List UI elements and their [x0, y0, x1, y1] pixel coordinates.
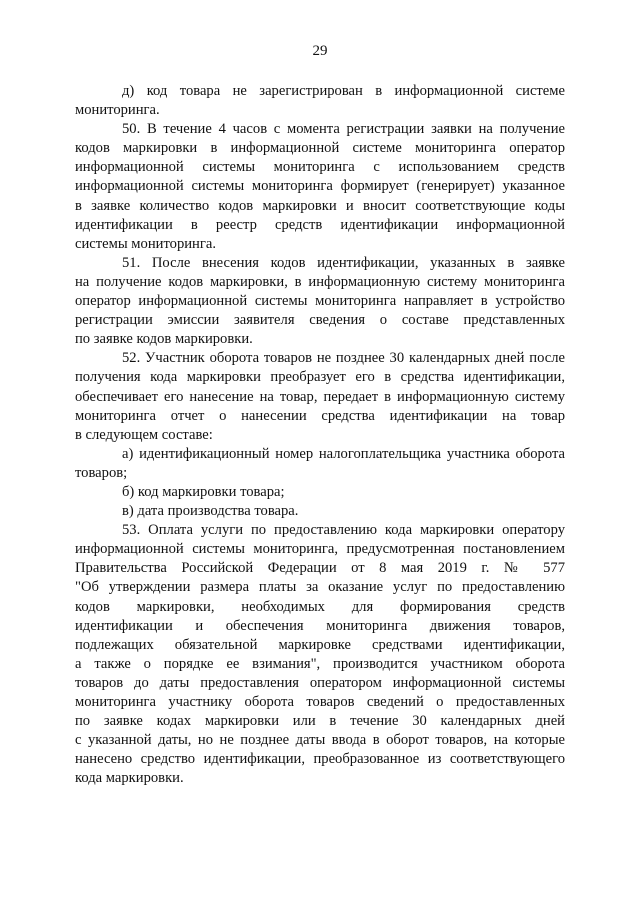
text-line: д) код товара не зарегистрирован в информационной системе — [122, 83, 565, 99]
page-number: 29 — [312, 43, 328, 59]
text-line: нанесено средство идентификации, преобразованное из соответствующего — [75, 751, 565, 768]
text-line: идентификации и обеспечения мониторинга движения товаров, — [75, 617, 565, 634]
text-line: 50. В течение 4 часов с момента регистрации заявки на получение — [122, 121, 565, 138]
text-line: 53. Оплата услуги по предоставлению кода маркировки оператору — [122, 522, 565, 539]
text-line: информационной системы мониторинга, предусмотренная постановлением — [75, 541, 565, 558]
document-body — [75, 82, 565, 788]
text-line: мониторинга отчет о нанесении средства идентификации на товар — [75, 407, 565, 424]
text-line: 52. Участник оборота товаров не позднее 30 календарных дней после — [122, 350, 565, 367]
text-line: обеспечивает его нанесение на товар, передает в информационную систему — [75, 388, 565, 405]
text-line: оператор информационной системы мониторинга направляет в устройство — [75, 293, 565, 310]
text-line: на получение кодов маркировки, в информационную систему мониторинга — [75, 273, 565, 290]
text-line: системы мониторинга. — [75, 235, 216, 252]
text-line: товаров; — [75, 464, 128, 481]
text-line: б) код маркировки товара; — [122, 483, 285, 500]
text-line: идентификации в реестр средств идентификации информационной — [75, 216, 565, 233]
text-line: в следующем составе: — [75, 426, 213, 443]
text-line: 51. После внесения кодов идентификации, указанных в заявке — [122, 254, 565, 271]
text-line: товаров до даты предоставления оператором информационной системы — [75, 674, 565, 691]
text-line: мониторинга участнику оборота товаров сведений о предоставленных — [75, 694, 565, 710]
text-line: получения кода маркировки преобразует его в средства идентификации, — [75, 369, 565, 386]
text-line: информационной системы мониторинга формирует (генерирует) указанное — [75, 178, 565, 195]
text-line: "Об утверждении размера платы за оказание услуг по предоставлению — [75, 579, 565, 596]
text-line: с указанной даты, но не позднее даты ввода в оборот товаров, на которые — [75, 732, 565, 749]
text-line: мониторинга. — [75, 102, 160, 119]
text-line: кода маркировки. — [75, 770, 184, 787]
text-line: по заявке кодов маркировки. — [75, 331, 253, 348]
text-line: по заявке кодах маркировки или в течение 30 календарных дней — [75, 713, 565, 730]
text-line: в заявке количество кодов маркировки и вносит соответствующие коды — [75, 197, 565, 214]
text-line: регистрации эмиссии заявителя сведения о составе представленных — [75, 312, 565, 329]
text-line: кодов маркировки, необходимых для формирования средств — [75, 598, 565, 615]
text-line: а также о порядке ее взимания", производится участником оборота — [75, 655, 565, 672]
text-line: а) идентификационный номер налогоплательщика участника оборота — [122, 445, 565, 462]
text-line: информационной системы мониторинга с использованием средств — [75, 159, 565, 176]
text-line: подлежащих обязательной маркировке средствами идентификации, — [75, 636, 565, 653]
text-line: Правительства Российской Федерации от 8 мая 2019 г. № 577 — [75, 560, 565, 577]
text-line: кодов маркировки в информационной системе мониторинга оператор — [75, 140, 565, 157]
text-line: в) дата производства товара. — [122, 503, 299, 520]
